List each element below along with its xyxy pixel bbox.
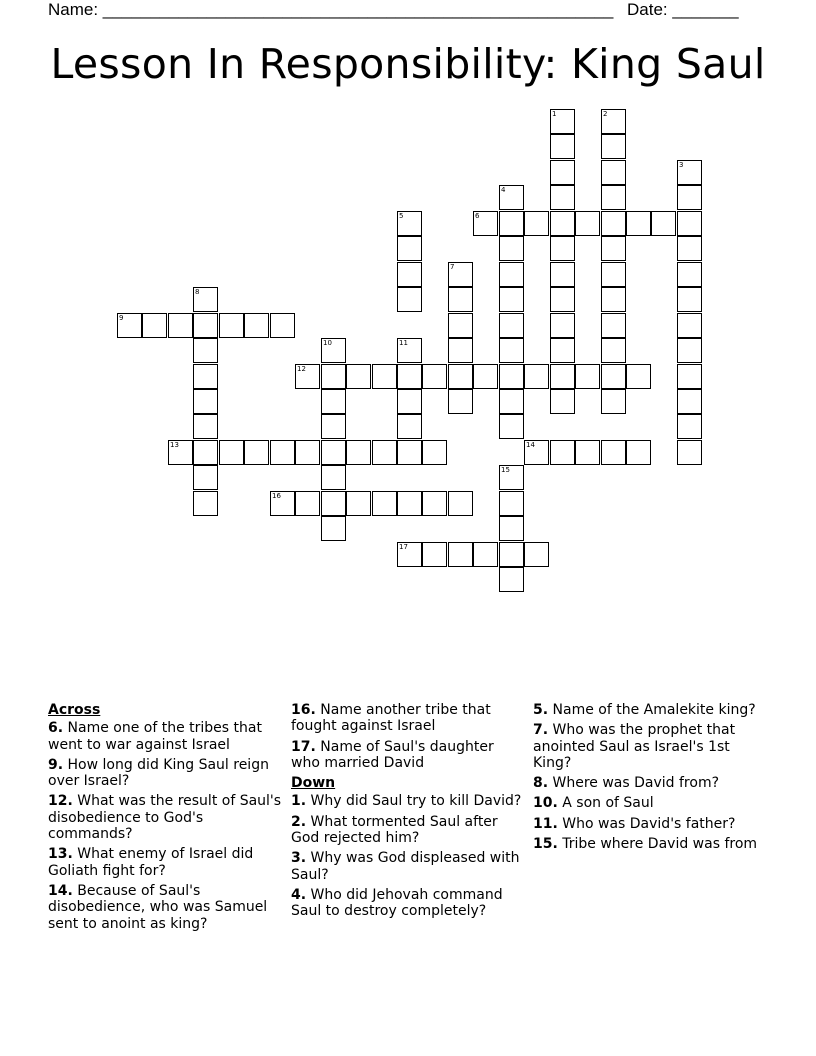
grid-cell[interactable]: [270, 491, 295, 516]
clues-column-3: [533, 702, 769, 856]
clues-column-2: [291, 702, 527, 924]
grid-cell[interactable]: [168, 313, 193, 338]
clue-number: 16.: [291, 702, 316, 718]
clue-text: Because of Saul's disobedience, who was Samuel sent to anoint as king?: [48, 882, 268, 932]
grid-cell[interactable]: [601, 338, 626, 363]
cell-number: 4: [501, 186, 506, 194]
clue-number: 10.: [533, 795, 558, 812]
grid-cell[interactable]: [448, 313, 473, 338]
grid-cell[interactable]: [346, 491, 371, 516]
grid-cell[interactable]: [499, 389, 524, 414]
grid-cell[interactable]: [626, 211, 651, 236]
name-field[interactable]: Name: ______________________________________________________: [48, 0, 614, 19]
cell-number: 10: [323, 339, 332, 347]
cell-number: 13: [170, 441, 179, 449]
clue-number: 2.: [291, 813, 307, 830]
grid-cell[interactable]: [499, 313, 524, 338]
grid-cell[interactable]: [550, 440, 575, 465]
clue-number: 3.: [291, 850, 307, 867]
grid-cell[interactable]: [422, 542, 447, 567]
grid-cell[interactable]: [397, 287, 422, 312]
grid-cell[interactable]: [295, 440, 320, 465]
grid-cell[interactable]: [601, 185, 626, 210]
grid-cell[interactable]: [550, 364, 575, 389]
grid-cell[interactable]: [677, 160, 702, 185]
grid-cell[interactable]: [601, 160, 626, 185]
grid-cell[interactable]: [397, 414, 422, 439]
grid-cell[interactable]: [524, 440, 549, 465]
clue-across-17: [291, 739, 527, 772]
clue-number: 1.: [291, 793, 307, 810]
cell-number: 12: [297, 365, 306, 373]
grid-cell[interactable]: [677, 236, 702, 261]
grid-cell[interactable]: [193, 338, 218, 363]
date-field[interactable]: Date: _______: [627, 0, 739, 19]
clue-number: 14.: [48, 882, 73, 899]
cell-number: 14: [526, 441, 535, 449]
grid-cell[interactable]: [142, 313, 167, 338]
cell-number: 2: [603, 110, 608, 118]
grid-cell[interactable]: [321, 516, 346, 541]
grid-cell[interactable]: [601, 364, 626, 389]
grid-cell[interactable]: [397, 364, 422, 389]
grid-cell[interactable]: [499, 542, 524, 567]
grid-cell[interactable]: [524, 364, 549, 389]
grid-cell[interactable]: [601, 109, 626, 134]
clue-down-15: [533, 836, 769, 852]
grid-cell[interactable]: [321, 414, 346, 439]
cell-number: 15: [501, 466, 510, 474]
grid-cell[interactable]: [397, 542, 422, 567]
clue-across-14: [48, 883, 284, 932]
clue-number: 6.: [48, 720, 64, 737]
grid-cell[interactable]: [677, 185, 702, 210]
grid-cell[interactable]: [270, 313, 295, 338]
clue-text: Why did Saul try to kill David?: [310, 793, 522, 810]
grid-cell[interactable]: [499, 567, 524, 592]
clue-text: Who did Jehovah command Saul to destroy completely?: [291, 886, 503, 920]
clue-text: Who was David's father?: [562, 815, 736, 832]
grid-cell[interactable]: [168, 440, 193, 465]
down-heading: Down: [291, 775, 336, 792]
grid-cell[interactable]: [499, 262, 524, 287]
grid-cell[interactable]: [219, 313, 244, 338]
clue-down-2: [291, 814, 527, 847]
grid-cell[interactable]: [677, 211, 702, 236]
grid-cell[interactable]: [372, 491, 397, 516]
cell-number: 1: [552, 110, 557, 118]
grid-cell[interactable]: [601, 313, 626, 338]
cell-number: 16: [272, 492, 281, 500]
grid-cell[interactable]: [473, 542, 498, 567]
cell-number: 17: [399, 543, 408, 551]
clue-text: What enemy of Israel did Goliath fight for?: [48, 846, 254, 879]
grid-cell[interactable]: [499, 236, 524, 261]
clues-column-1: [48, 702, 284, 936]
grid-cell[interactable]: [372, 440, 397, 465]
grid-cell[interactable]: [270, 440, 295, 465]
clue-number: 15.: [533, 836, 558, 853]
grid-cell[interactable]: [448, 542, 473, 567]
clue-text: Who was the prophet that anointed Saul as Israel's 1st King?: [533, 722, 736, 771]
grid-cell[interactable]: [244, 440, 269, 465]
grid-cell[interactable]: [397, 262, 422, 287]
grid-cell[interactable]: [321, 364, 346, 389]
grid-cell[interactable]: [601, 389, 626, 414]
clue-text: What tormented Saul after God rejected him?: [291, 813, 498, 847]
clue-across-12: [48, 793, 284, 842]
clue-down-11: [533, 816, 769, 832]
cell-number: 7: [450, 263, 455, 271]
grid-cell[interactable]: [397, 338, 422, 363]
grid-cell[interactable]: [499, 491, 524, 516]
clue-text: Tribe where David was from: [562, 836, 758, 853]
grid-cell[interactable]: [677, 364, 702, 389]
grid-cell[interactable]: [448, 338, 473, 363]
grid-cell[interactable]: [677, 389, 702, 414]
grid-cell[interactable]: [219, 440, 244, 465]
grid-cell[interactable]: [626, 364, 651, 389]
grid-cell[interactable]: [499, 211, 524, 236]
clue-number: 11.: [533, 815, 558, 832]
grid-cell[interactable]: [193, 364, 218, 389]
clue-number: 13.: [48, 846, 73, 863]
clue-across-16: [291, 702, 527, 735]
grid-cell[interactable]: [499, 414, 524, 439]
clue-text: What was the result of Saul's disobedience to God's commands?: [48, 793, 282, 843]
grid-cell[interactable]: [397, 211, 422, 236]
clue-number: 17.: [291, 738, 316, 755]
grid-cell[interactable]: [473, 211, 498, 236]
grid-cell[interactable]: [193, 491, 218, 516]
grid-cell[interactable]: [499, 287, 524, 312]
clue-text: How long did King Saul reign over Israel?: [48, 756, 269, 790]
grid-cell[interactable]: [117, 313, 142, 338]
grid-cell[interactable]: [499, 516, 524, 541]
grid-cell[interactable]: [550, 338, 575, 363]
clue-down-3: [291, 850, 527, 883]
clue-number: 8.: [533, 775, 549, 792]
cell-number: 5: [399, 212, 404, 220]
clue-number: 9.: [48, 756, 64, 773]
grid-cell[interactable]: [550, 160, 575, 185]
clue-across-13: [48, 846, 284, 879]
grid-cell[interactable]: [499, 338, 524, 363]
grid-cell[interactable]: [422, 364, 447, 389]
grid-cell[interactable]: [677, 440, 702, 465]
clue-across-9: [48, 757, 284, 790]
clue-down-8: [533, 775, 769, 791]
grid-cell[interactable]: [244, 313, 269, 338]
grid-cell[interactable]: [295, 491, 320, 516]
grid-cell[interactable]: [422, 491, 447, 516]
grid-cell[interactable]: [550, 287, 575, 312]
grid-cell[interactable]: [499, 465, 524, 490]
grid-cell[interactable]: [448, 287, 473, 312]
grid-cell[interactable]: [321, 389, 346, 414]
grid-cell[interactable]: [346, 364, 371, 389]
grid-cell[interactable]: [321, 338, 346, 363]
grid-cell[interactable]: [550, 211, 575, 236]
grid-cell[interactable]: [448, 262, 473, 287]
grid-cell[interactable]: [321, 491, 346, 516]
grid-cell[interactable]: [677, 338, 702, 363]
clue-down-7: [533, 722, 769, 771]
grid-cell[interactable]: [397, 491, 422, 516]
clue-down-1: [291, 793, 527, 809]
clue-number: 7.: [533, 722, 549, 739]
page-title: Lesson In Responsibility: King Saul: [50, 40, 766, 88]
cell-number: 3: [679, 161, 684, 169]
clue-text: Name another tribe that fought against Israel: [291, 702, 491, 735]
grid-cell[interactable]: [626, 440, 651, 465]
grid-cell[interactable]: [321, 465, 346, 490]
grid-cell[interactable]: [448, 389, 473, 414]
grid-cell[interactable]: [193, 414, 218, 439]
grid-cell[interactable]: [397, 389, 422, 414]
grid-cell[interactable]: [601, 236, 626, 261]
grid-cell[interactable]: [677, 313, 702, 338]
clue-number: 4.: [291, 886, 307, 903]
grid-cell[interactable]: [550, 389, 575, 414]
across-heading: Across: [48, 702, 101, 718]
grid-cell[interactable]: [575, 364, 600, 389]
grid-cell[interactable]: [193, 465, 218, 490]
grid-cell[interactable]: [524, 211, 549, 236]
grid-cell[interactable]: [346, 440, 371, 465]
grid-cell[interactable]: [550, 185, 575, 210]
grid-cell[interactable]: [601, 287, 626, 312]
grid-cell[interactable]: [651, 211, 676, 236]
clue-down-10: [533, 795, 769, 811]
grid-cell[interactable]: [677, 287, 702, 312]
clue-text: Name one of the tribes that went to war against Israel: [48, 720, 262, 753]
clue-text: Name of Saul's daughter who married David: [291, 738, 494, 771]
grid-cell[interactable]: [550, 109, 575, 134]
grid-cell[interactable]: [193, 389, 218, 414]
clue-across-6: [48, 720, 284, 753]
grid-cell[interactable]: [550, 313, 575, 338]
clue-number: 5.: [533, 702, 549, 718]
grid-cell[interactable]: [448, 364, 473, 389]
grid-cell[interactable]: [193, 440, 218, 465]
grid-cell[interactable]: [448, 491, 473, 516]
grid-cell[interactable]: [550, 236, 575, 261]
clue-number: 12.: [48, 793, 73, 810]
grid-cell[interactable]: [372, 364, 397, 389]
grid-cell[interactable]: [601, 262, 626, 287]
grid-cell[interactable]: [677, 262, 702, 287]
grid-cell[interactable]: [601, 440, 626, 465]
grid-cell[interactable]: [575, 440, 600, 465]
grid-cell[interactable]: [422, 440, 447, 465]
grid-cell[interactable]: [295, 364, 320, 389]
grid-cell[interactable]: [601, 211, 626, 236]
clue-down-4: [291, 887, 527, 920]
grid-cell[interactable]: [473, 364, 498, 389]
cell-number: 9: [119, 314, 124, 322]
grid-cell[interactable]: [550, 134, 575, 159]
grid-cell[interactable]: [575, 211, 600, 236]
grid-cell[interactable]: [397, 236, 422, 261]
grid-cell[interactable]: [601, 134, 626, 159]
grid-cell[interactable]: [193, 287, 218, 312]
cell-number: 6: [475, 212, 480, 220]
grid-cell[interactable]: [550, 262, 575, 287]
clue-down-5: [533, 702, 769, 718]
clue-text: Name of the Amalekite king?: [552, 702, 756, 718]
clue-text: Where was David from?: [552, 775, 720, 792]
grid-cell[interactable]: [677, 414, 702, 439]
grid-cell[interactable]: [397, 440, 422, 465]
cell-number: 11: [399, 339, 408, 347]
cell-number: 8: [195, 288, 200, 296]
clue-text: A son of Saul: [562, 795, 654, 812]
clue-text: Why was God displeased with Saul?: [291, 850, 520, 883]
grid-cell[interactable]: [524, 542, 549, 567]
grid-cell[interactable]: [499, 185, 524, 210]
grid-cell[interactable]: [193, 313, 218, 338]
grid-cell[interactable]: [499, 364, 524, 389]
grid-cell[interactable]: [321, 440, 346, 465]
